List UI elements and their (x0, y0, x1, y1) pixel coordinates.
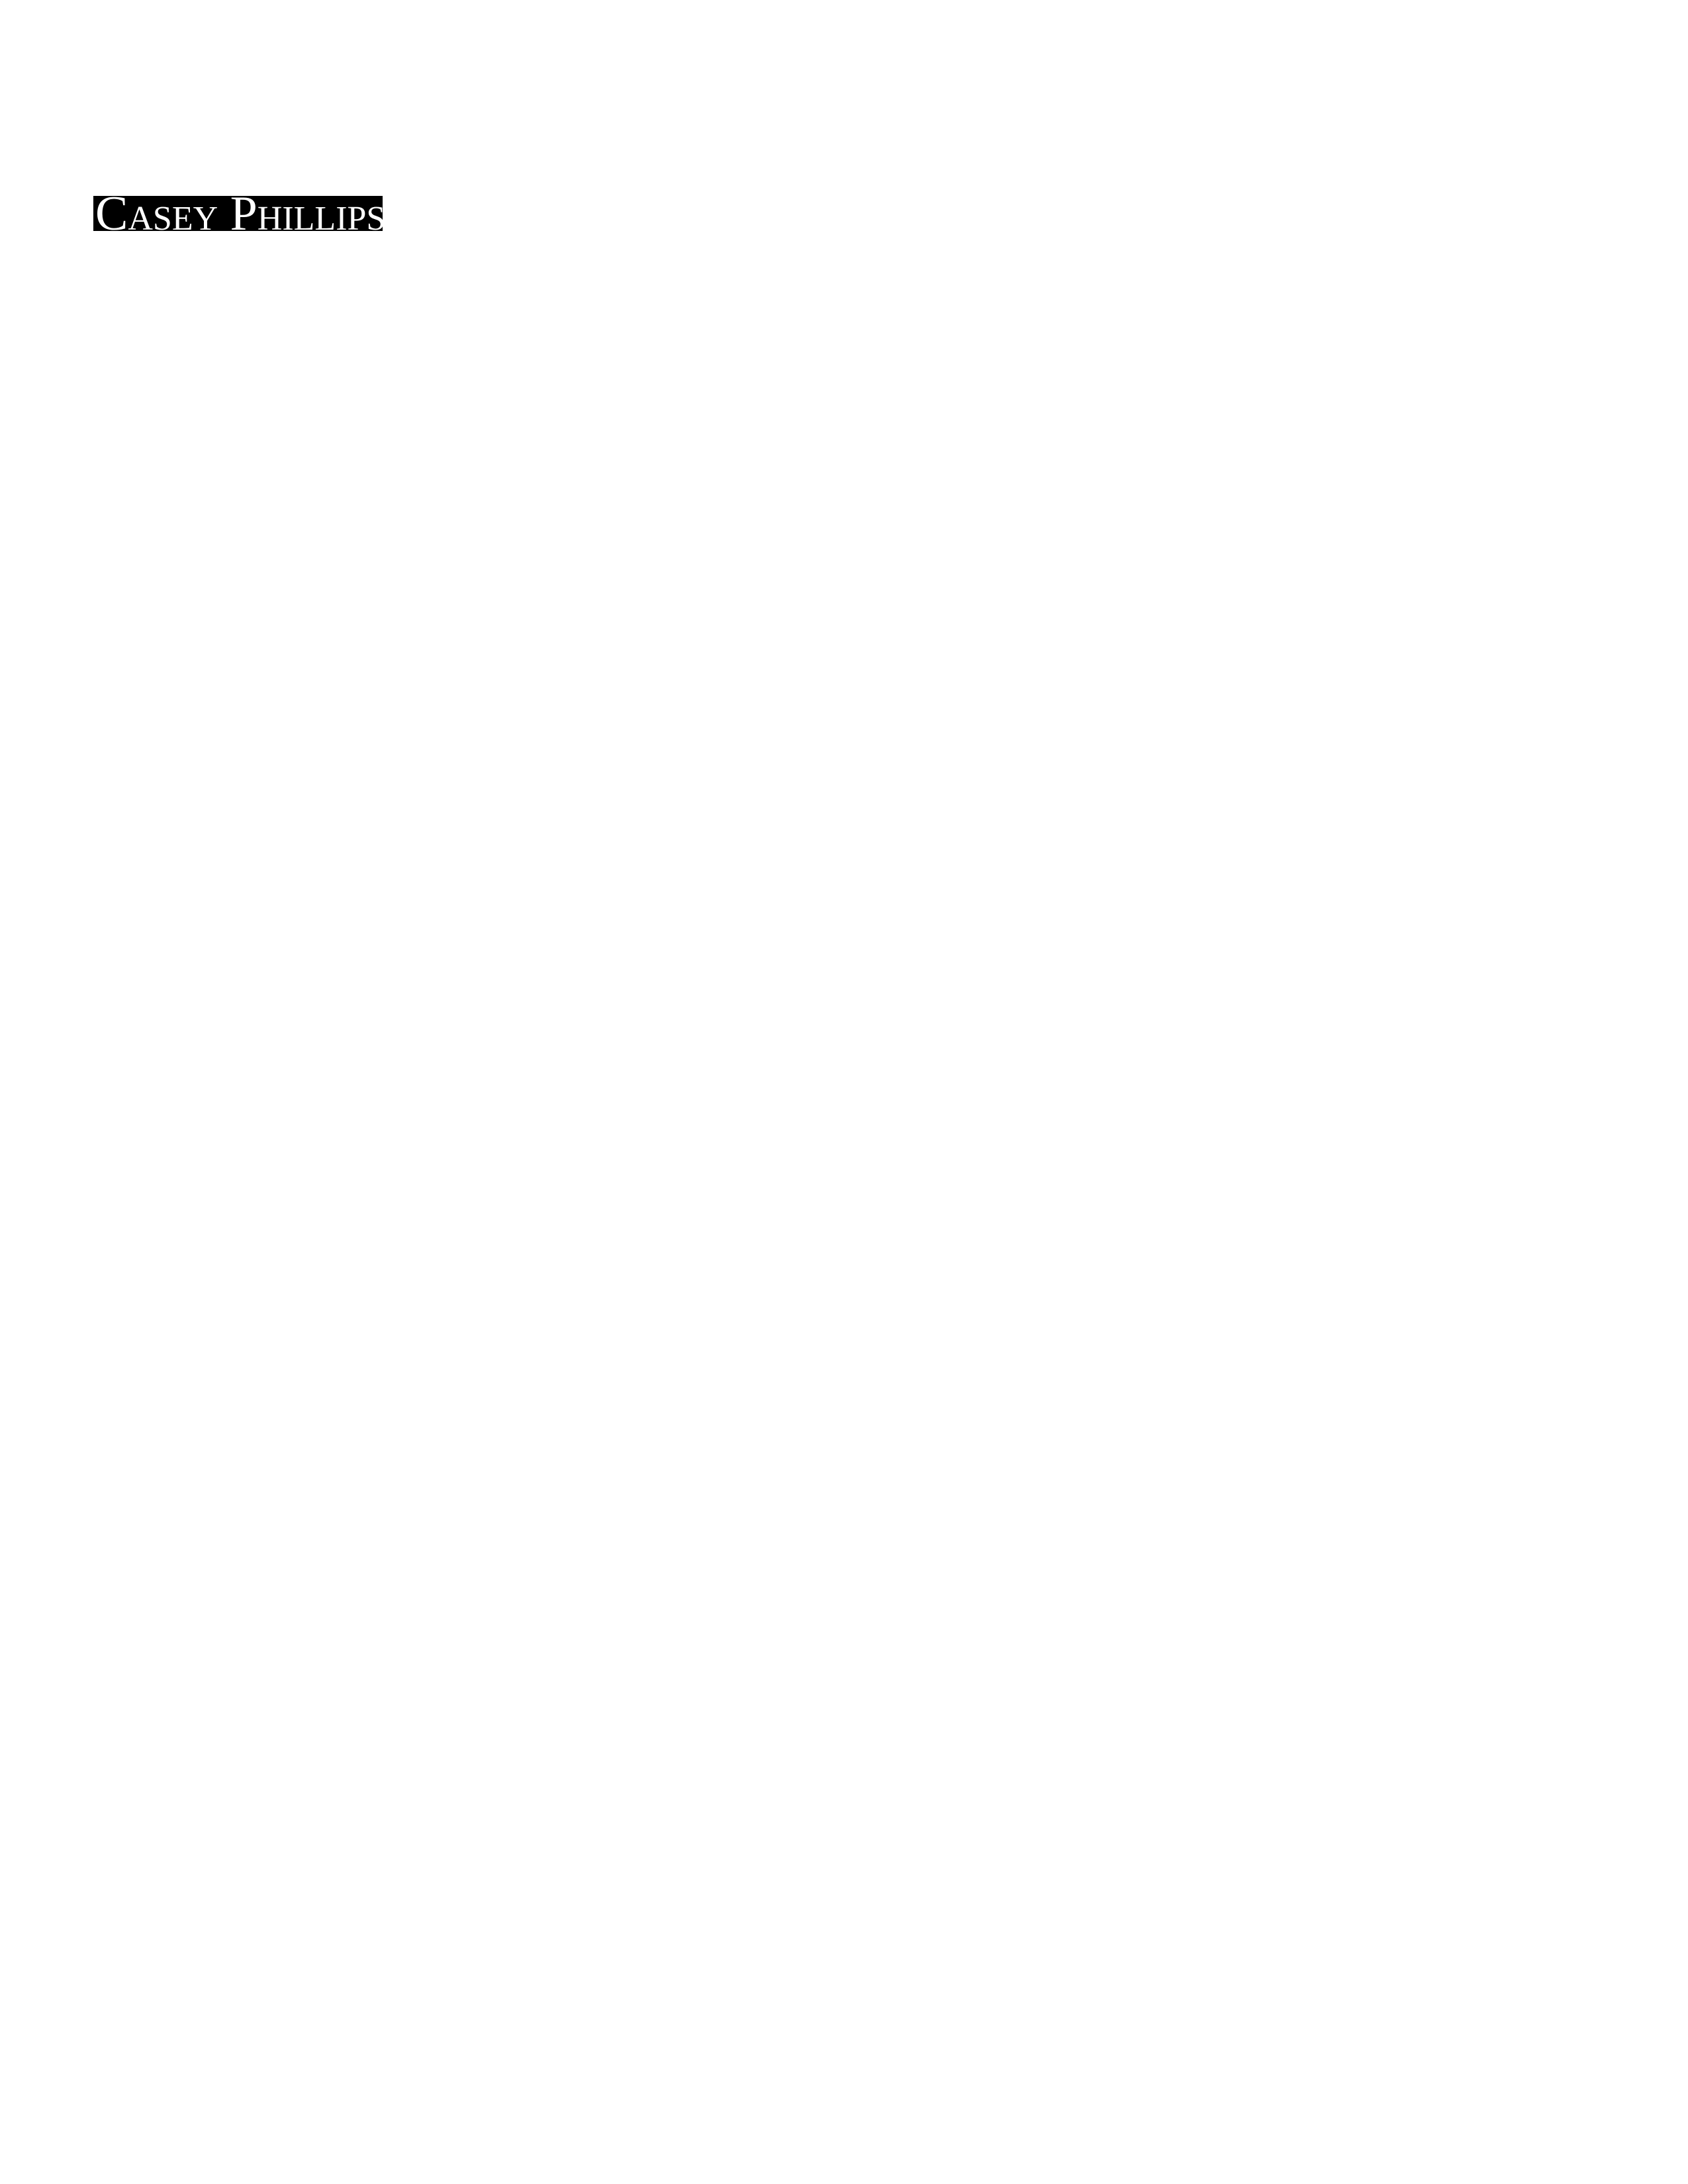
name-banner (93, 186, 386, 241)
author-name: Casey Phillips (95, 186, 386, 241)
